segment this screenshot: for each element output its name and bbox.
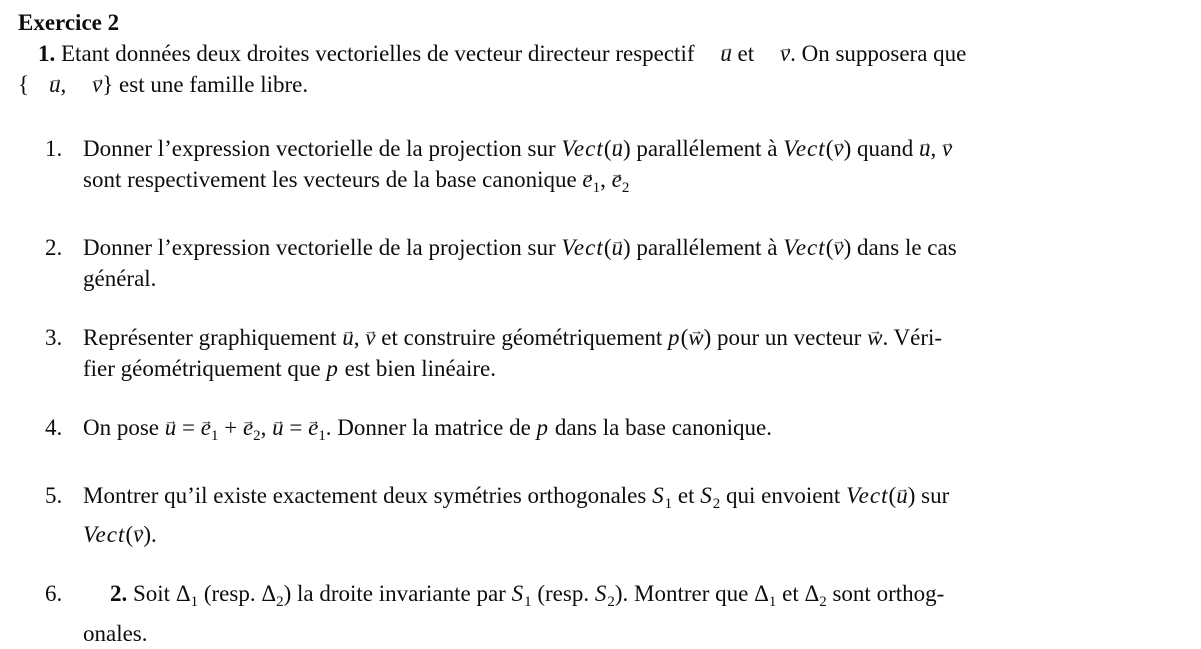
item-number: 2. [45,234,63,260]
list-item-4 [18,412,1181,452]
item-content: Représenter graphiquement u →, v → et construire géométriquement p(w →) pour un vecteur w →. Véri- fier géométriquement que p est bien linéaire. [83,322,1181,384]
item-content: Montrer qu’il existe exactement deux symétries orthogonales $S_1$ et $S_2$ qui envoient Vect(u →) sur Vect(v →). [83,480,1181,551]
item-number: 4. [45,414,63,440]
item-content: 2. Soit $\Delta_1$ (resp. $\Delta_2$) la droite invariante par $S_1$ (resp. $S_2$). Montrer que $\Delta_1$ et $\Delta_2$ sont orthog- onales. [83,581,945,647]
list-item-5 [18,480,1181,551]
item-number: 5. [45,482,63,508]
item-content: Donner l’expression vectorielle de la projection sur Vect(u →) parallélement à Vect(v →) dans le cas général. [83,232,1181,294]
list-item-1 [18,133,1181,204]
exercise-list [18,133,1181,649]
exercise-title: Exercice 2 [18,10,120,35]
intro-paragraph: 1. Etant données deux droites vectorielles de vecteur directeur respectif u → et v →. On supposera que { u →, v →} est une famille libre. [18,38,1181,100]
item-number: 3. [45,324,63,350]
item-content: On pose u → = $e \to_1 + e \to_2$, u → = $e \to_1$. Donner la matrice de p dans la base canonique. [83,412,1181,452]
item-content: Donner l’expression vectorielle de la projection sur Vect(u →) parallélement à Vect(v →) quand u →, v → sont respectivement les vecteurs de la base canonique $e \to_1$, $e \to_2$ [83,133,1181,204]
list-item-6 [18,578,1181,649]
list-item-3 [18,322,1181,384]
item-number: 6. [45,581,63,607]
item-number: 1. [45,136,63,161]
list-item-2 [18,232,1181,294]
